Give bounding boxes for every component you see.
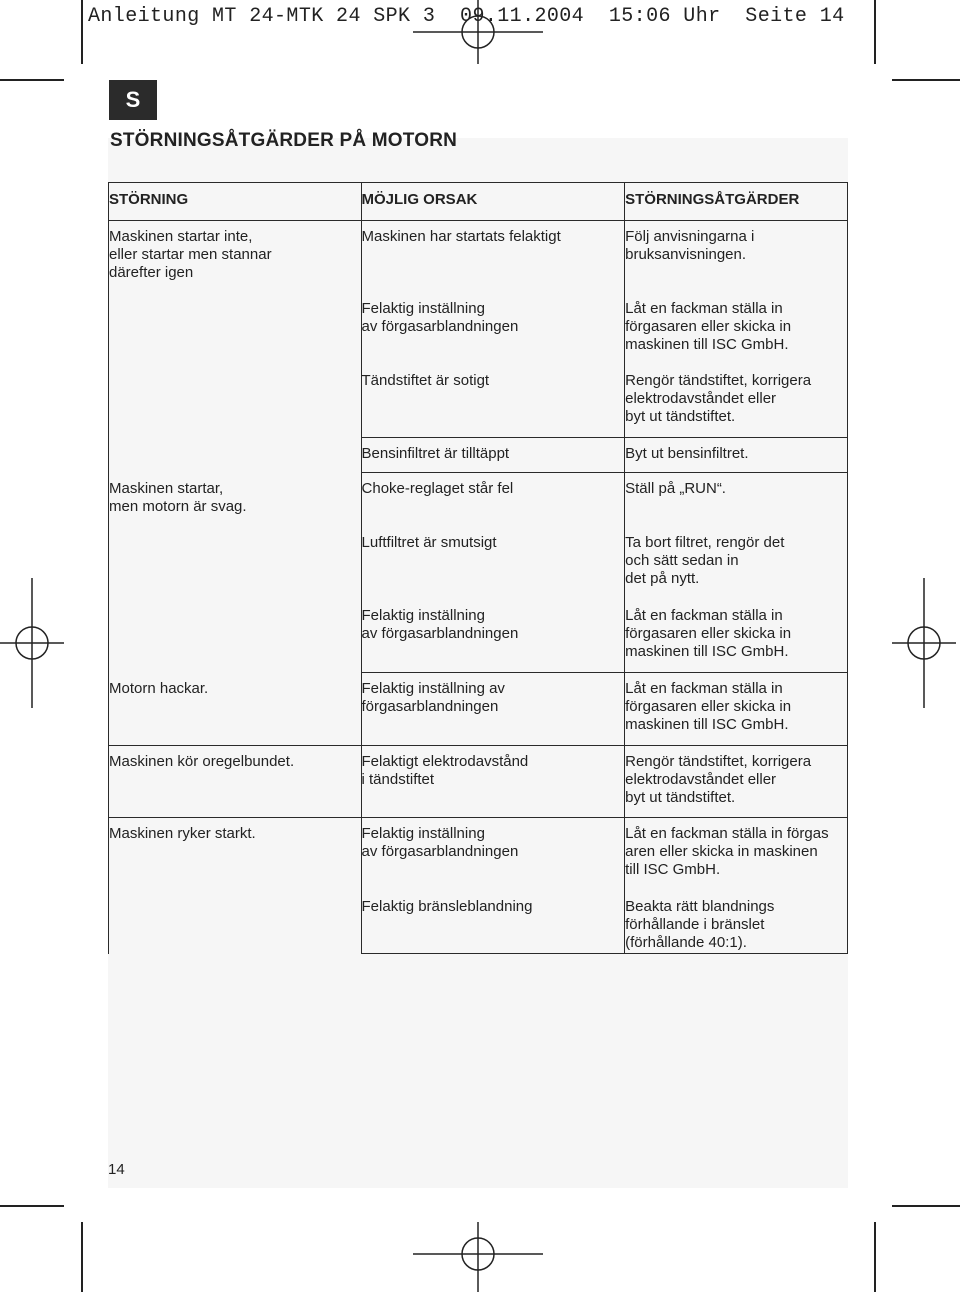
cause-cell [361, 473, 625, 527]
cause-cell [361, 527, 625, 600]
fault-cell [109, 746, 362, 818]
cause-text: Felaktig inställning av förgasarblandningen [361, 299, 519, 335]
print-header: Anleitung MT 24-MTK 24 SPK 3 09.11.2004 15:06 Uhr Seite 14 [88, 5, 845, 28]
remedy-cell [625, 473, 848, 527]
crop-mark [892, 79, 960, 81]
crop-mark [892, 1205, 960, 1207]
cause-cell [361, 891, 625, 954]
remedy-text: Ställ på „RUN“. [625, 480, 726, 497]
cause-cell [361, 293, 625, 365]
table-row [109, 473, 848, 527]
remedy-text: Låt en fackman ställa in förgasaren eller skicka in maskinen till ISC GmbH. [625, 299, 792, 353]
remedy-cell [625, 673, 848, 746]
cause-text: Felaktigt elektrodavstånd i tändstiftet [361, 753, 529, 789]
cause-text: Felaktig inställning av förgasarblandningen [361, 606, 519, 642]
table-row [109, 818, 848, 891]
troubleshooting-table [108, 182, 848, 954]
fault-text: Motorn hackar. [109, 679, 209, 697]
remedy-text: Låt en fackman ställa in förgasaren eller skicka in maskinen till ISC GmbH. [625, 606, 792, 660]
remedy-text: Beakta rätt blandnings förhållande i bränslet (förhållande 40:1). [625, 897, 775, 951]
remedy-text: Följ anvisningarna i bruksanvisningen. [625, 228, 755, 264]
cause-cell [361, 221, 625, 293]
fault-cell [109, 473, 362, 673]
remedy-cell [625, 365, 848, 438]
fault-text: Maskinen ryker starkt. [109, 825, 256, 842]
cause-cell [361, 746, 625, 818]
crop-mark [81, 1222, 83, 1292]
remedy-text: Byt ut bensinfiltret. [625, 445, 749, 462]
cause-cell [361, 673, 625, 746]
crop-mark [81, 0, 83, 64]
cause-cell [361, 818, 625, 891]
table-row [109, 746, 848, 818]
crop-mark [0, 1205, 64, 1207]
fault-text: Maskinen startar, men motorn är svag. [109, 479, 247, 515]
cause-text: Luftfiltret är smutsigt [361, 533, 497, 551]
remedy-cell [625, 438, 848, 473]
crop-mark [874, 0, 876, 64]
table-header-row [109, 183, 848, 221]
remedy-text: Rengör tändstiftet, korrigera elektrodavståndet eller byt ut tändstiftet. [625, 753, 812, 807]
cause-cell [361, 365, 625, 438]
registration-mark-icon [413, 0, 543, 64]
language-badge: S [109, 80, 157, 120]
cause-text: Bensinfiltret är tilltäppt [361, 445, 510, 462]
crop-mark [0, 79, 64, 81]
remedy-cell [625, 293, 848, 365]
cause-text: Choke-reglaget står fel [361, 480, 514, 497]
fault-cell [109, 221, 362, 473]
column-header-remedy: STÖRNINGSÅTGÄRDER [625, 183, 848, 221]
remedy-text: Låt en fackman ställa in förgasaren eller skicka in maskinen till ISC GmbH. [625, 680, 792, 734]
column-header-fault: STÖRNING [109, 183, 362, 221]
cause-text: Felaktig bränsleblandning [361, 897, 533, 915]
remedy-cell [625, 527, 848, 600]
fault-cell [109, 673, 362, 746]
fault-text: Maskinen kör oregelbundet. [109, 753, 295, 770]
cause-text: Felaktig inställning av förgasarblandningen [361, 825, 519, 861]
remedy-cell [625, 818, 848, 891]
crop-mark [874, 1222, 876, 1292]
cause-text: Maskinen har startats felaktigt [361, 228, 561, 245]
page-title: STÖRNINGSÅTGÄRDER PÅ MOTORN [110, 130, 458, 151]
table-row [109, 673, 848, 746]
remedy-cell [625, 746, 848, 818]
remedy-cell [625, 600, 848, 673]
fault-text: Maskinen startar inte, eller startar men stannar därefter igen [109, 228, 272, 282]
cause-text: Tändstiftet är sotigt [361, 371, 490, 389]
column-header-cause: MÖJLIG ORSAK [361, 183, 625, 221]
page-number: 14 [108, 1161, 125, 1178]
table-row [109, 221, 848, 293]
cause-cell [361, 438, 625, 473]
remedy-text: Ta bort filtret, rengör det och sätt sedan in det på nytt. [625, 533, 785, 587]
registration-mark-icon [413, 1222, 543, 1292]
remedy-cell [625, 891, 848, 954]
remedy-text: Rengör tändstiftet, korrigera elektrodavståndet eller byt ut tändstiftet. [625, 371, 812, 425]
fault-cell [109, 818, 362, 954]
cause-text: Felaktig inställning av förgasarblandningen [361, 680, 505, 716]
registration-mark-icon [0, 578, 64, 708]
cause-cell [361, 600, 625, 673]
remedy-text: Låt en fackman ställa in förgas aren eller skicka in maskinen till ISC GmbH. [625, 825, 829, 879]
remedy-cell [625, 221, 848, 293]
registration-mark-icon [892, 578, 956, 708]
